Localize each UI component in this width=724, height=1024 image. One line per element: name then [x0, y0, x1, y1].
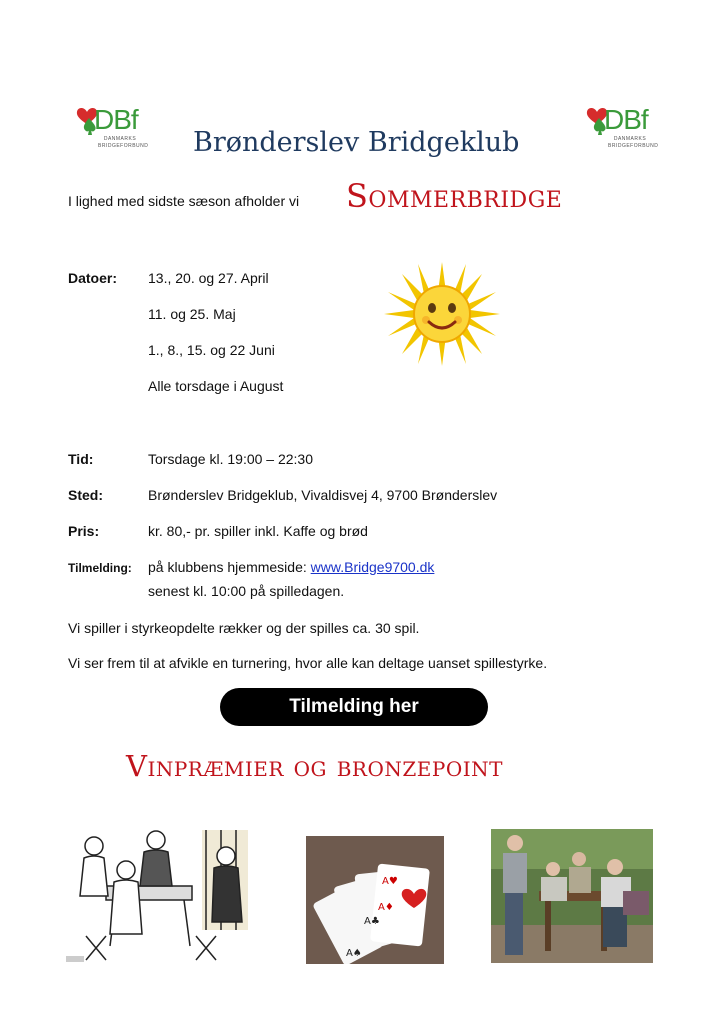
players-drawing-image	[66, 826, 250, 964]
date-line: 13., 20. og 27. April	[148, 270, 269, 286]
dates-label: Datoer:	[68, 270, 118, 286]
sun-image	[384, 262, 500, 366]
logo-subtitle: DANMARKS BRIDGEFORBUND	[608, 136, 659, 149]
date-line: 11. og 25. Maj	[148, 306, 236, 322]
playing-cards-image	[306, 836, 444, 964]
time-label: Tid:	[68, 451, 94, 467]
date-line: 1., 8., 15. og 22 Juni	[148, 342, 275, 358]
signup-button[interactable]: Tilmelding her	[220, 688, 488, 726]
signup-prefix: på klubbens hjemmeside:	[148, 559, 311, 575]
info-paragraph: Vi ser frem til at afvikle en turnering, hvor alle kan deltage uanset spillestyrke.	[68, 655, 548, 671]
date-line: Alle torsdage i August	[148, 378, 284, 394]
intro-text: I lighed med sidste sæson afholder vi	[68, 193, 300, 209]
logo-brand: DBf	[604, 104, 648, 135]
club-title: Brønderslev Bridgeklub	[193, 127, 520, 158]
place-label: Sted:	[68, 487, 103, 503]
outdoor-players-photo	[491, 829, 653, 963]
svg-text:A♠: A♠	[346, 948, 362, 959]
website-link[interactable]: www.Bridge9700.dk	[310, 559, 435, 575]
time-value: Torsdage kl. 19:00 – 22:30	[148, 451, 314, 467]
logo-subtitle: DANMARKS BRIDGEFORBUND	[98, 136, 149, 149]
dbf-logo-left	[76, 104, 149, 160]
svg-text:A♦: A♦	[378, 902, 394, 913]
price-value: kr. 80,- pr. spiller inkl. Kaffe og brød	[148, 523, 368, 539]
logo-brand: DBf	[94, 104, 138, 135]
svg-text:A♥: A♥	[382, 876, 398, 887]
price-label: Pris:	[68, 523, 100, 539]
svg-text:A♣: A♣	[364, 916, 380, 927]
signup-line	[148, 559, 434, 575]
prizes-headline: Vinpræmier og bronzepoint	[126, 749, 503, 783]
info-paragraph: Vi spiller i styrkeopdelte rækker og der spilles ca. 30 spil.	[68, 620, 420, 636]
signup-label: Tilmelding:	[68, 561, 132, 575]
dbf-logo-right	[586, 104, 659, 160]
signup-deadline: senest kl. 10:00 på spilledagen.	[148, 583, 345, 599]
place-value: Brønderslev Bridgeklub, Vivaldisvej 4, 9700 Brønderslev	[148, 487, 498, 503]
headline-sommerbridge: Sommerbridge	[346, 177, 563, 215]
